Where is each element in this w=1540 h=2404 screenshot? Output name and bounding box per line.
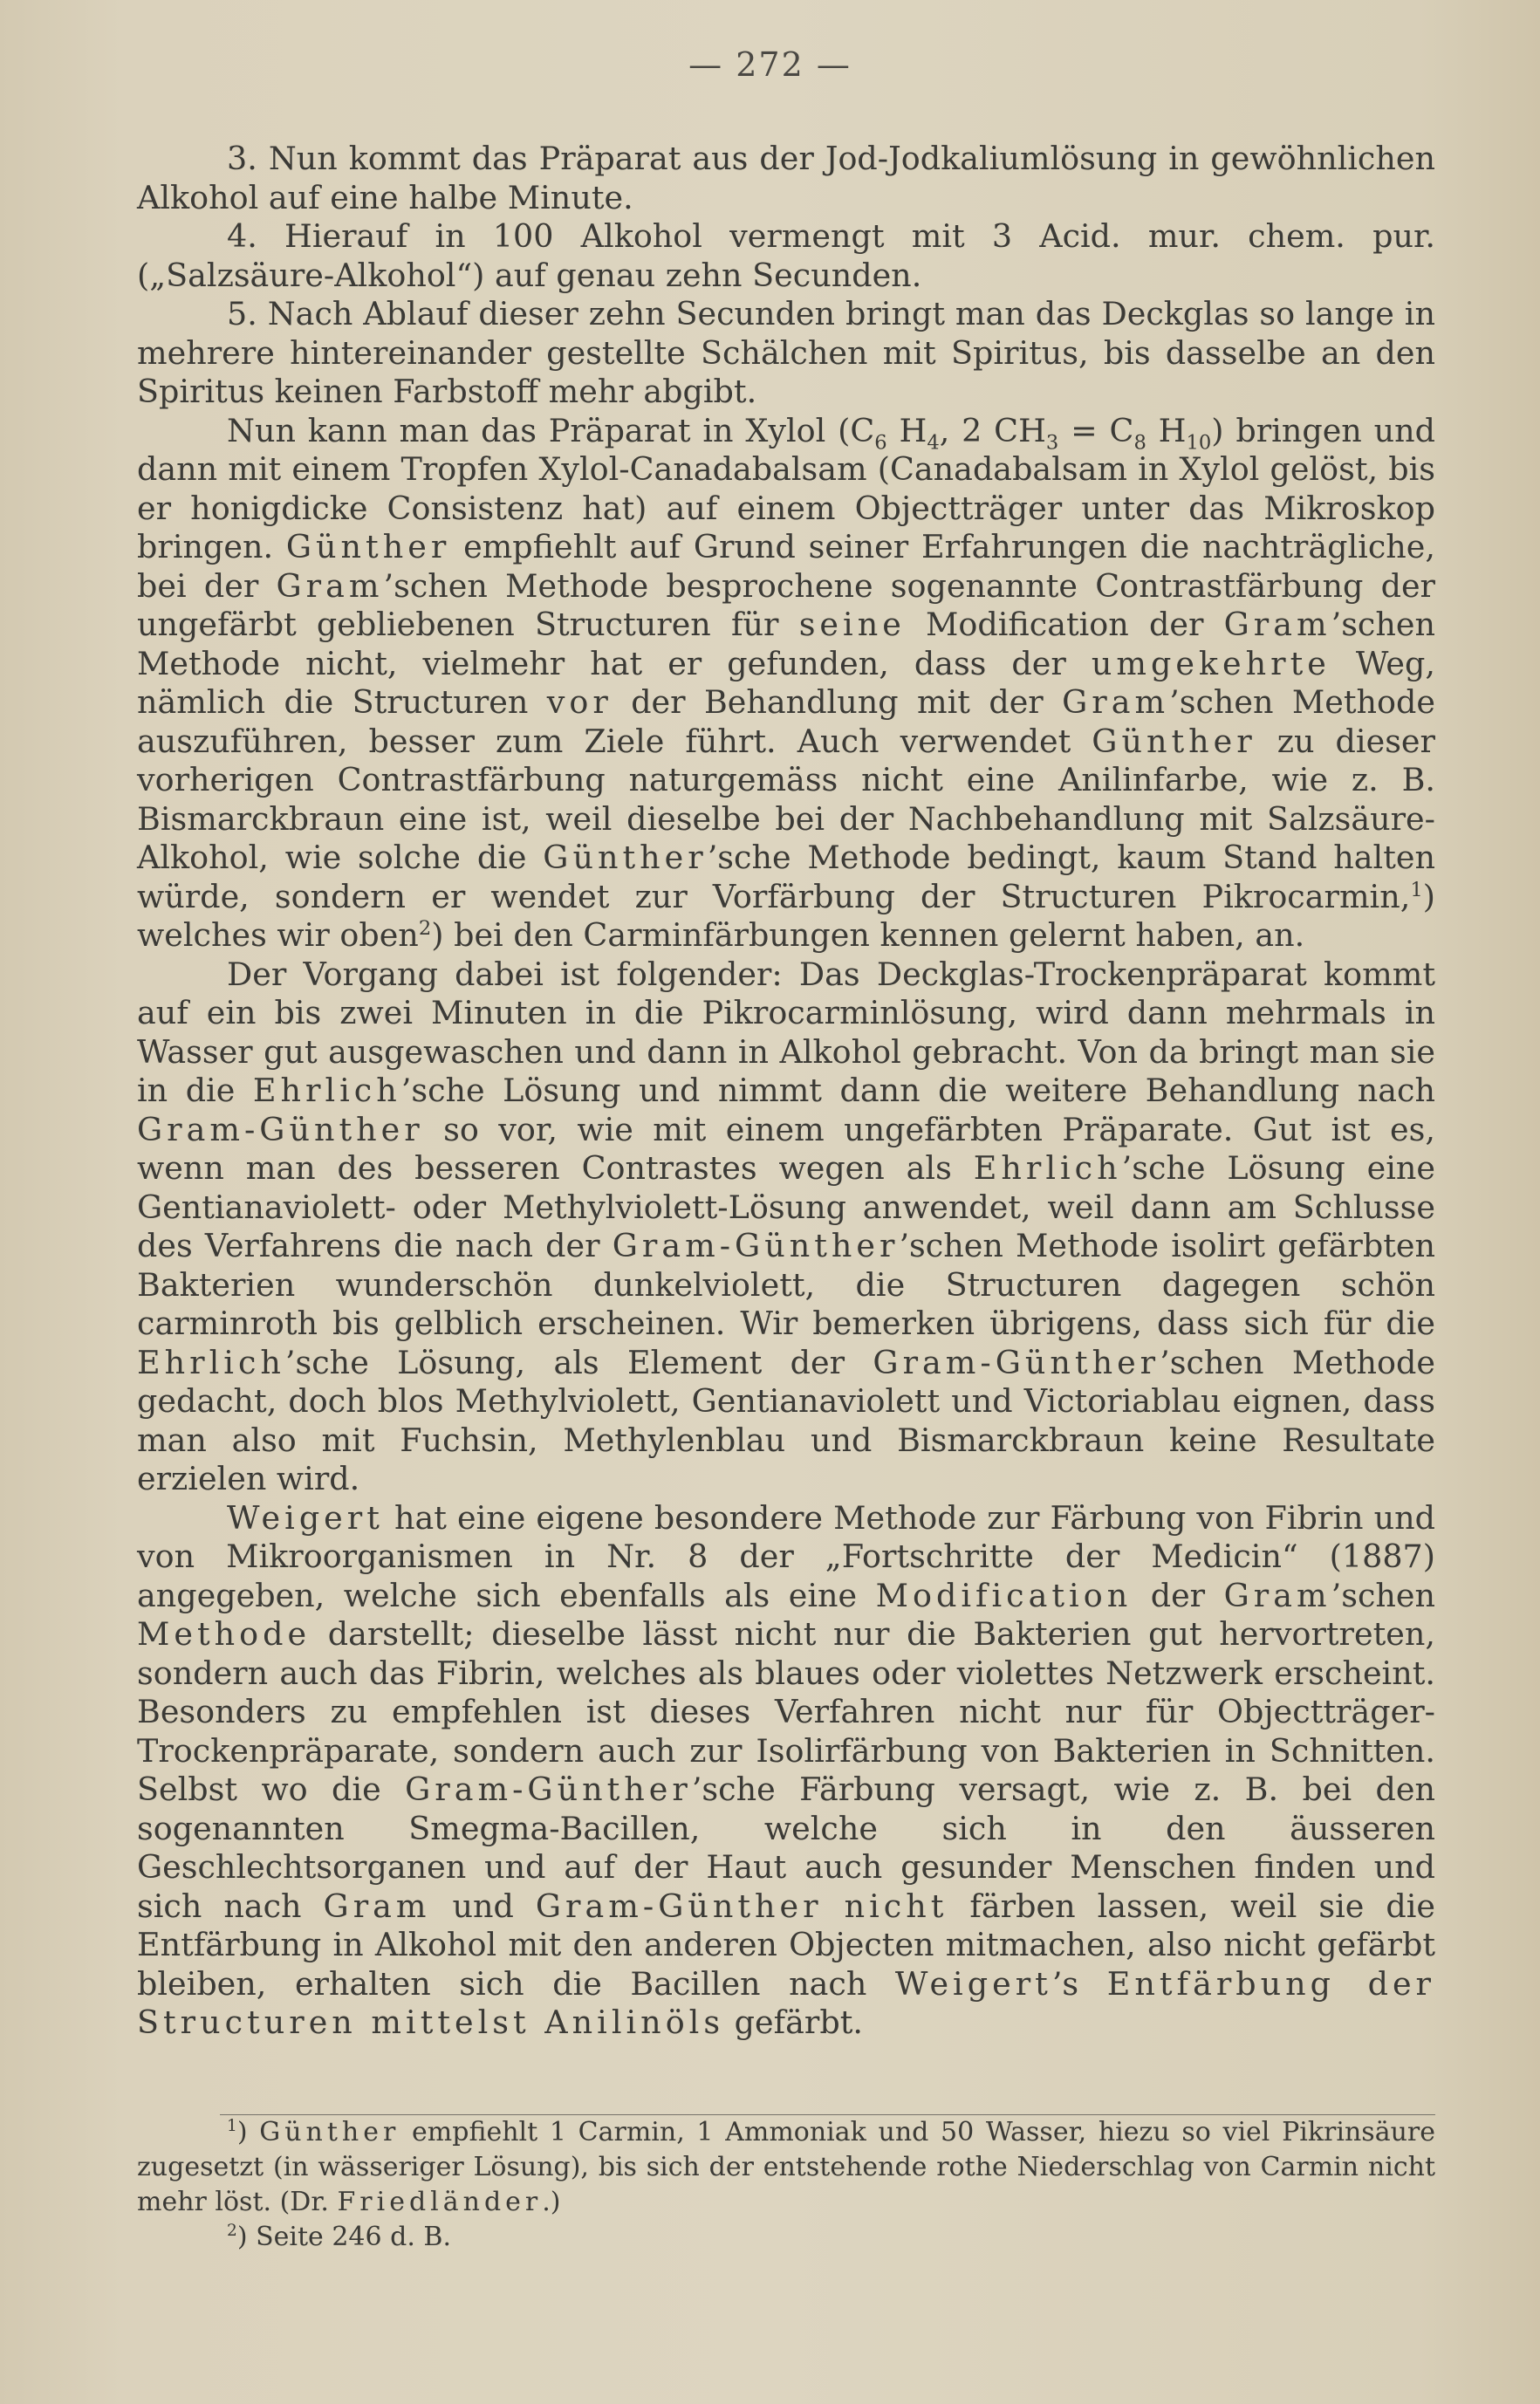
text-run: Modification der (905, 606, 1224, 643)
text-run: ’sche Lösung, als Element der (284, 1343, 873, 1381)
text-run: der Behandlung mit der (612, 683, 1063, 721)
text-run: H (886, 411, 927, 449)
text-run: ) bringen und dann mit einem Tropfen Xylol-Canadabalsam (Canadabalsam in Xylol gelöst, bis er honigdicke Consistenz hat) auf einem Objectträger unter das Mikroskop bringen. (137, 411, 1435, 565)
text-run: ’schen Methode nicht, vielmehr hat er gefunden, dass der (137, 606, 1435, 682)
text-run: .) (542, 2187, 561, 2217)
text-run: ’schen Methode isolirt gefärbten Bakterien wunderschön dunkelviolett, die Structuren dagegen schön carminroth bis gelblich erscheinen. Wir bemerken übrigens, dass sich für die (137, 1227, 1435, 1342)
text-run: ’s (1051, 1964, 1107, 2003)
text-run (823, 1887, 845, 1925)
text-run: , 2 CH (939, 411, 1046, 449)
spaced-name: Ehrlich (252, 1072, 401, 1109)
text-run: gefärbt. (724, 2003, 863, 2041)
text-run: ’schen Methode auszuführen, besser zum Ziele führt. Auch verwendet (137, 683, 1435, 760)
text-run: = C (1058, 411, 1134, 449)
spaced-emphasis: Entfärbung der Structuren mittelst Anilinöls (137, 1964, 1435, 2041)
text-run: Nun kann man das Präparat in Xylol (C (227, 411, 875, 449)
text-run: so vor, wie mit einem ungefärbten Präparate. Gut ist es, wenn man des besseren Contrastes wegen als (137, 1110, 1435, 1187)
text-run: empfiehlt auf Grund seiner Erfahrungen die nachträgliche, bei der (137, 528, 1435, 605)
spaced-name: Gram (276, 566, 384, 605)
spaced-emphasis: umgekehrte (1091, 644, 1331, 682)
footnote-ref-2[interactable]: 2 (418, 916, 432, 940)
text-run: darstellt; dieselbe lässt nicht nur die Bakterien gut hervortreten, sondern auch das Fibrin, welches als blaues oder violettes Netzwerk erscheint. Besonders zu empfehlen ist dieses Verfahren nicht nur für Objectträger-Trockenpräparate, sondern auch zur Isolirfärbung von Bakterien in Schnitten. Selbst wo die (137, 1615, 1435, 1808)
spaced-name: Gram (323, 1887, 431, 1925)
paragraph-step-5: 5. Nach Ablauf dieser zehn Secunden bringt man das Deckglas so lange in mehrere hintereinander gestellte Schälchen mit Spiritus, bis dasselbe an den Spiritus keinen Farbstoff mehr abgibt. (137, 295, 1435, 410)
text-run: ) (236, 2117, 260, 2147)
text-run: ’sche Methode bedingt, kaum Stand halten würde, sondern er wendet zur Vorfärbung der Structuren Pikrocarmin, (137, 839, 1435, 915)
text-run: ) bei den Carminfärbungen kennen gelernt haben, an. (431, 916, 1305, 954)
footnote-1 (137, 2115, 1435, 2220)
paragraph-xylol (137, 412, 1435, 955)
text-run: ’schen Methode gedacht, doch blos Methylviolett, Gentianaviolett und Victoriablau eignen, dass man also mit Fuchsin, Methylenblau und Bismarckbraun keine Resultate erzielen wird. (137, 1343, 1435, 1497)
text-run: und (430, 1887, 536, 1925)
spaced-name: Gram (1223, 1576, 1331, 1614)
text-run: ) Seite 246 d. B. (236, 2222, 451, 2252)
spaced-name: Gram (1223, 606, 1331, 643)
spaced-emphasis: seine (798, 606, 906, 643)
text-run: ’sche Lösung eine Gentianaviolett- oder Methylviolett-Lösung anwendet, weil dann am Schlusse des Verfahrens die nach der (137, 1149, 1436, 1264)
subscript: 6 (874, 430, 887, 454)
footnote-2 (137, 2220, 1435, 2255)
subscript: 4 (927, 430, 940, 454)
paragraph-vorgang (137, 955, 1435, 1499)
body-text (137, 140, 1435, 2043)
text-run: färben lassen, weil sie die Entfärbung in Alkohol mit den anderen Objecten mitmachen, also nicht gefärbt bleiben, erhalten sich die Bacillen nach (137, 1887, 1435, 2003)
spaced-name: Weigert (227, 1498, 384, 1537)
spaced-emphasis: nicht (844, 1887, 948, 1925)
paragraph-step-4: 4. Hierauf in 100 Alkohol vermengt mit 3 Acid. mur. chem. pur. („Salzsäure-Alkohol“) auf genau zehn Secunden. (137, 217, 1435, 294)
subscript: 10 (1186, 430, 1212, 454)
subscript: 3 (1045, 430, 1059, 454)
spaced-name: Friedländer (337, 2187, 543, 2217)
paragraph-weigert (137, 1499, 1435, 2043)
subscript: 8 (1133, 430, 1146, 454)
spaced-emphasis: vor (546, 683, 613, 721)
footnote-marker: 2 (227, 2222, 237, 2240)
text-run: ’schen (1331, 1576, 1436, 1614)
spaced-name: Günther (543, 839, 708, 876)
text-run: ’schen Methode besprochene sogenannte Contrastfärbung der ungefärbt gebliebenen Structuren für (137, 566, 1435, 643)
text-run: ) welches wir oben (137, 877, 1435, 954)
footnote-ref-1[interactable]: 1 (1410, 878, 1423, 901)
spaced-name: Gram-Günther (535, 1887, 823, 1925)
spaced-name: Weigert (894, 1964, 1052, 2003)
text-run: Der Vorgang dabei ist folgender: Das Deckglas-Trockenpräparat kommt auf ein bis zwei Minuten in die Pikrocarminlösung, wird dann mehrmals in Wasser gut ausgewaschen und dann in Alkohol gebracht. Von da bringt man sie in die (137, 955, 1435, 1109)
text-run: hat eine eigene besondere Methode zur Färbung von Fibrin und von Mikroorganismen in Nr. 8 der „Fortschritte der Medicin“ (1887) angegeben, welche sich ebenfalls als eine (137, 1498, 1435, 1614)
spaced-name: Gram (1062, 683, 1170, 721)
text-run: empfiehlt 1 Carmin, 1 Ammoniak und 50 Wasser, hiezu so viel Pikrinsäure zugesetzt (in wässeriger Lösung), bis sich der entstehende rothe Niederschlag von Carmin nicht mehr löst. (Dr. (137, 2117, 1435, 2217)
spaced-name: Ehrlich (137, 1343, 285, 1381)
spaced-name: Günther (1092, 722, 1256, 760)
page-number: — 272 — (688, 45, 852, 84)
spaced-name: Gram-Günther (612, 1227, 900, 1264)
spaced-name: Günther (259, 2117, 400, 2147)
text-run: der (1132, 1576, 1224, 1614)
spaced-name: Gram-Günther (137, 1110, 424, 1148)
text-run: ’sche Färbung versagt, wie z. B. bei den sogenannten Smegma-Bacillen, welche sich in den äusseren Geschlechtsorganen und auf der Haut auch gesunder Menschen finden und sich nach (137, 1770, 1435, 1925)
text-run: ’sche Lösung und nimmt dann die weitere Behandlung nach (400, 1072, 1435, 1109)
footnotes (137, 2115, 1435, 2255)
spaced-emphasis: Modification (875, 1576, 1133, 1614)
spaced-emphasis: Methode (137, 1615, 311, 1653)
text-run: Weg, nämlich die Structuren (137, 644, 1435, 721)
spaced-name: Gram-Günther (405, 1770, 692, 1808)
text-run: H (1146, 411, 1187, 449)
text-run: zu dieser vorherigen Contrastfärbung naturgemäss nicht eine Anilinfarbe, wie z. B. Bismarckbraun eine ist, weil dieselbe bei der Nachbehandlung mit Salzsäure-Alkohol, wie solche die (137, 722, 1435, 876)
footnote-marker: 1 (227, 2117, 237, 2135)
spaced-name: Gram-Günther (873, 1343, 1160, 1381)
paragraph-step-3: 3. Nun kommt das Präparat aus der Jod-Jodkaliumlösung in gewöhnlichen Alkohol auf eine halbe Minute. (137, 140, 1435, 216)
spaced-name: Ehrlich (973, 1149, 1122, 1187)
spaced-name: Günther (285, 528, 451, 565)
